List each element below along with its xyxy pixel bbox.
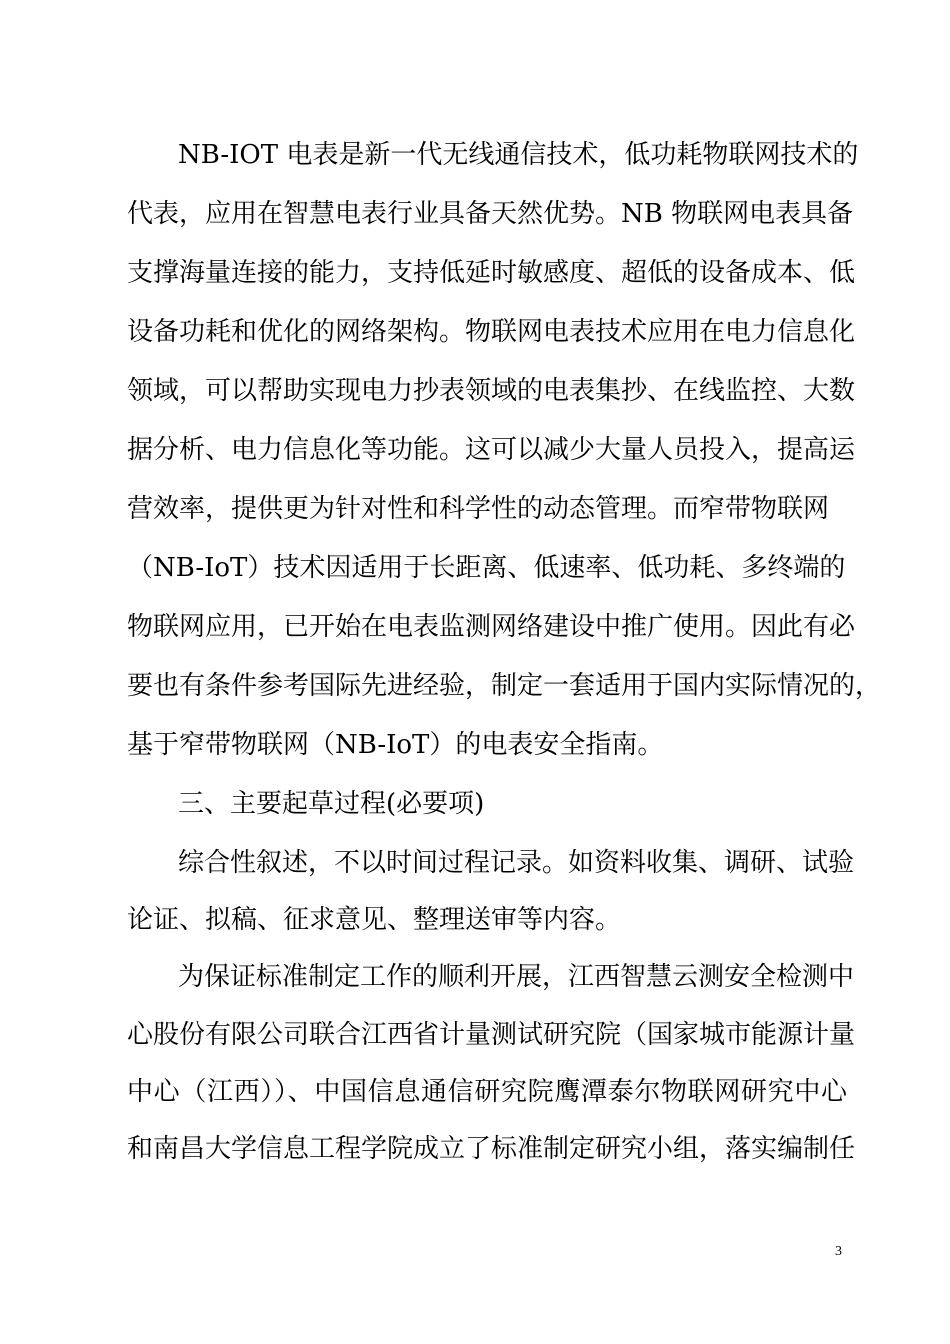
paragraph-line: 领域，可以帮助实现电力抄表领域的电表集抄、在线监控、大数 <box>127 376 856 406</box>
paragraph-line: 支撑海量连接的能力，支持低延时敏感度、超低的设备成本、低 <box>127 258 856 288</box>
paragraph-line: 论证、拟稿、征求意见、整理送审等内容。 <box>127 905 622 935</box>
paragraph-line: 和南昌大学信息工程学院成立了标准制定研究小组，落实编制任 <box>127 1134 856 1164</box>
paragraph-line: 据分析、电力信息化等功能。这可以减少大量人员投入，提高运 <box>127 435 856 465</box>
paragraph-line: NB-IOT 电表是新一代无线通信技术，低功耗物联网技术的 <box>178 140 859 170</box>
paragraph-line: 中心（江西））、中国信息通信研究院鹰潭泰尔物联网研究中心 <box>127 1077 847 1107</box>
paragraph-line: 心股份有限公司联合江西省计量测试研究院（国家城市能源计量 <box>127 1020 856 1050</box>
paragraph-line: （NB-IoT）技术因适用于长距离、低速率、低功耗、多终端的 <box>127 553 846 583</box>
section-heading: 三、主要起草过程(必要项) <box>178 789 485 819</box>
paragraph-line: 代表，应用在智慧电表行业具备天然优势。NB 物联网电表具备 <box>127 199 854 229</box>
paragraph-line: 要也有条件参考国际先进经验，制定一套适用于国内实际情况的， <box>127 671 882 701</box>
paragraph-line: 综合性叙述，不以时间过程记录。如资料收集、调研、试验 <box>178 848 855 878</box>
paragraph-line: 基于窄带物联网（NB-IoT）的电表安全指南。 <box>127 730 664 760</box>
paragraph-line: 设备功耗和优化的网络架构。物联网电表技术应用在电力信息化 <box>127 317 856 347</box>
paragraph-line: 物联网应用，已开始在电表监测网络建设中推广使用。因此有必 <box>127 612 856 642</box>
page-number: 3 <box>835 1244 842 1259</box>
paragraph-line: 为保证标准制定工作的顺利开展，江西智慧云测安全检测中 <box>178 962 855 992</box>
paragraph-line: 营效率，提供更为针对性和科学性的动态管理。而窄带物联网 <box>127 494 830 524</box>
